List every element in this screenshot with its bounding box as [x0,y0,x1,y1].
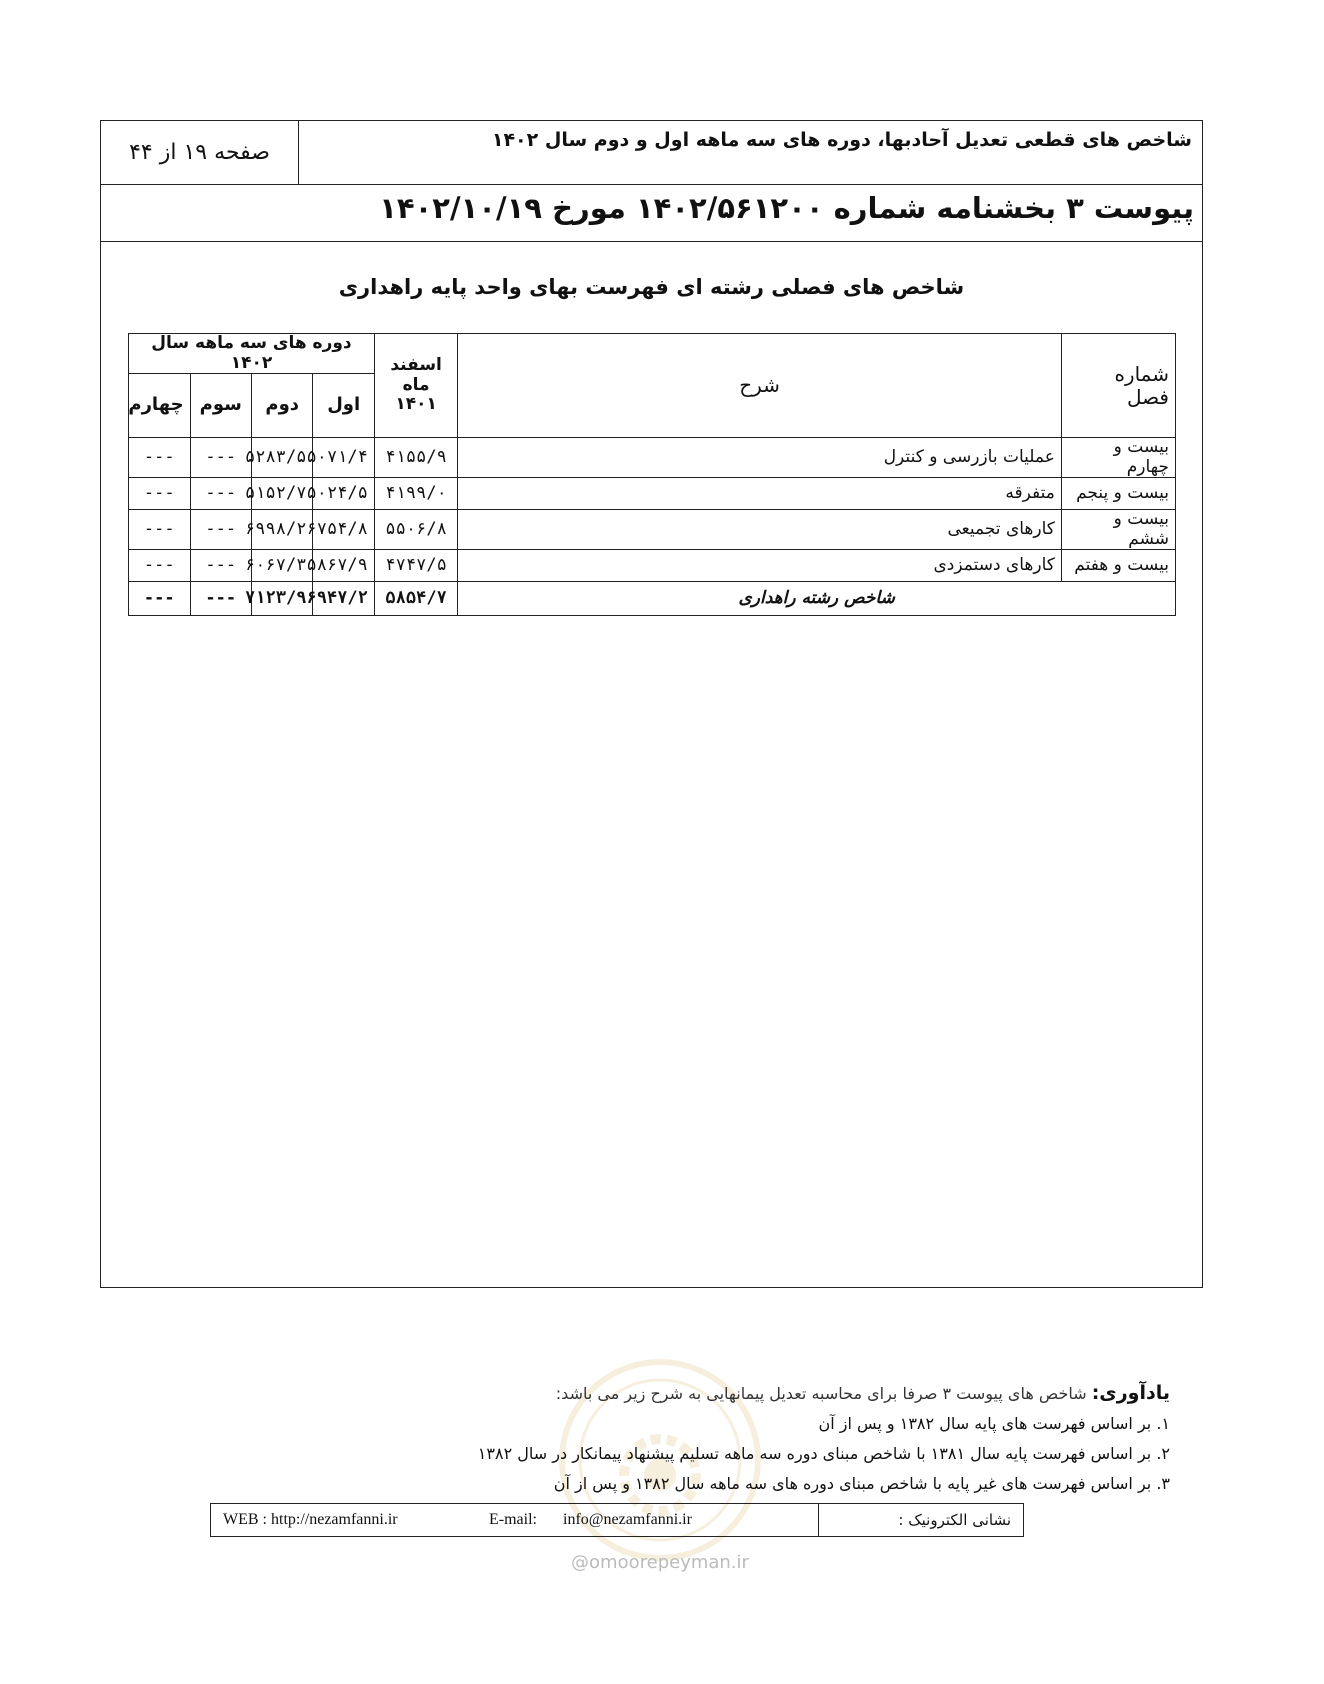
row-q2: ۶۹۹۸/۲ [252,510,313,550]
email-link[interactable]: info@nezamfanni.ir [563,1511,692,1528]
row-q4: --- [129,478,191,510]
annex-title: پیوست ۳ بخشنامه شماره ۱۴۰۲/۵۶۱۲۰۰ مورخ ۱۴۰۲/۱۰/۱۹ [379,191,1194,225]
reminder-item: ۲. بر اساس فهرست پایه سال ۱۳۸۱ با شاخص مبنای دوره سه ماهه تسلیم پیشنهاد پیمانکار در سال ۱۳۸۲ [477,1444,1170,1463]
header-q4: چهارم [129,374,191,438]
header-q2: دوم [252,374,313,438]
row-q3: --- [190,478,251,510]
row-description: متفرقه [458,478,1062,510]
document-title: شاخص های قطعی تعدیل آحادبها، دوره های سه ماهه اول و دوم سال ۱۴۰۲ [491,129,1192,151]
email-label: E-mail: [489,1511,537,1528]
reminder-block [270,1378,1170,1499]
total-esfand: ۵۸۵۴/۷ [374,582,457,616]
header-esfand-year: ۱۴۰۱ [395,394,437,415]
website-link[interactable]: WEB : http://nezamfanni.ir [223,1511,398,1528]
page-frame [100,120,1203,1288]
header-q1: اول [313,374,374,438]
row-q1: ۵۸۶۷/۹ [313,550,374,582]
header-esfand-label: اسفند ماه [390,355,442,395]
table-row [129,510,1176,550]
table-row [129,478,1176,510]
header-row [101,121,1202,185]
header-description: شرح [458,334,1062,438]
header-chapter: شماره فصل [1061,334,1175,438]
contact-box [210,1503,1024,1537]
header-esfand [374,334,457,438]
row-description: کارهای دستمزدی [458,550,1062,582]
row-q2: ۵۱۵۲/۷ [252,478,313,510]
reminder-item: ۱. بر اساس فهرست های پایه سال ۱۳۸۲ و پس از آن [818,1414,1170,1433]
row-q3: --- [190,510,251,550]
row-chapter: بیست و چهارم [1061,438,1175,478]
row-esfand: ۴۷۴۷/۵ [374,550,457,582]
row-esfand: ۵۵۰۶/۸ [374,510,457,550]
page-number: صفحه ۱۹ از ۴۴ [101,121,299,184]
total-q1: ۶۹۴۷/۲ [313,582,374,616]
header-quarters-group: دوره های سه ماهه سال ۱۴۰۲ [129,334,375,374]
index-table [128,333,1176,616]
row-chapter: بیست و ششم [1061,510,1175,550]
row-q1: ۵۰۲۴/۵ [313,478,374,510]
table-title: شاخص های فصلی رشته ای فهرست بهای واحد پایه راهداری [338,275,965,299]
row-q2: ۶۰۶۷/۳ [252,550,313,582]
row-q2: ۵۲۸۳/۵ [252,438,313,478]
reminder-label: یادآوری: [1091,1382,1170,1404]
row-description: عملیات بازرسی و کنترل [458,438,1062,478]
row-q4: --- [129,438,191,478]
header-q3: سوم [190,374,251,438]
row-esfand: ۴۱۹۹/۰ [374,478,457,510]
total-q4: --- [129,582,191,616]
row-q4: --- [129,510,191,550]
total-row [129,582,1176,616]
contact-label: نشانی الکترونیک : [818,1504,1023,1536]
reminder-intro: شاخص های پیوست ۳ صرفا برای محاسبه تعدیل پیمانهایی به شرح زیر می باشد: [555,1384,1087,1403]
annex-row [101,185,1202,242]
row-q4: --- [129,550,191,582]
row-chapter: بیست و پنجم [1061,478,1175,510]
total-label: شاخص رشته راهداری [458,582,1176,616]
row-esfand: ۴۱۵۵/۹ [374,438,457,478]
reminder-item: ۳. بر اساس فهرست های غیر پایه با شاخص مبنای دوره های سه ماهه سال ۱۳۸۲ و پس از آن [553,1474,1170,1493]
total-q3: --- [190,582,251,616]
row-q1: ۵۰۷۱/۴ [313,438,374,478]
row-chapter: بیست و هفتم [1061,550,1175,582]
row-q3: --- [190,438,251,478]
row-description: کارهای تجمیعی [458,510,1062,550]
row-q3: --- [190,550,251,582]
table-row [129,438,1176,478]
table-row [129,550,1176,582]
row-q1: ۶۷۵۴/۸ [313,510,374,550]
total-q2: ۷۱۲۳/۹ [252,582,313,616]
watermark-text: @omoorepeyman.ir [571,1552,749,1573]
